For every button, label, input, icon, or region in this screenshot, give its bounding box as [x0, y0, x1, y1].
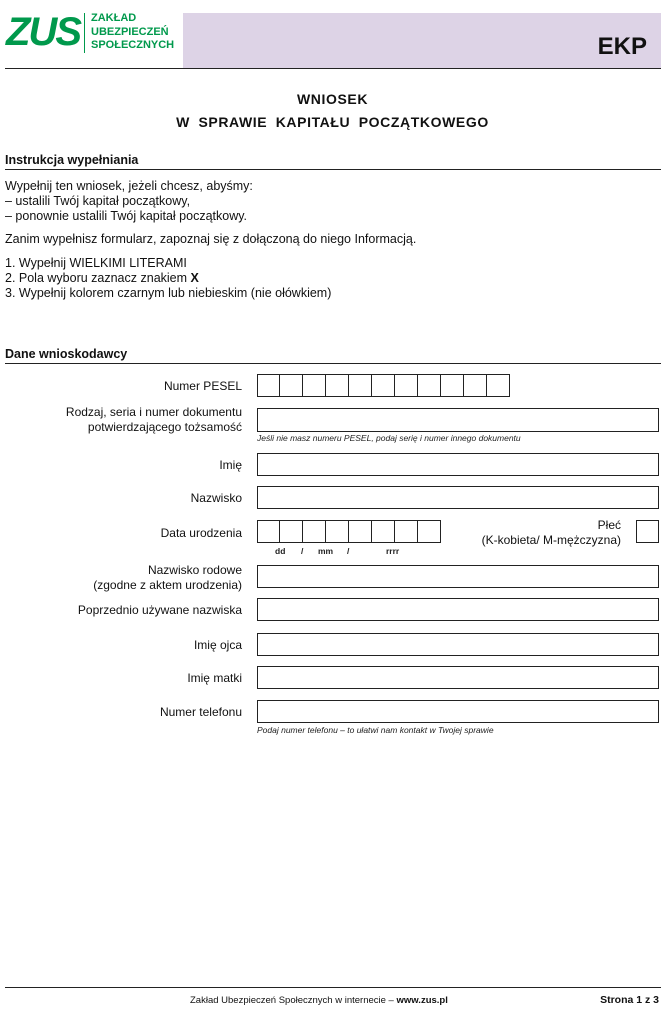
instructions-bullet-2: – ponownie ustalili Twój kapitał początkowy. — [5, 209, 248, 223]
phone-field[interactable] — [257, 700, 659, 723]
instructions-heading: Instrukcja wypełniania — [5, 153, 139, 167]
instructions-rule — [5, 169, 661, 170]
applicant-heading: Dane wnioskodawcy — [5, 347, 128, 361]
phone-label: Numer telefonu — [159, 705, 242, 719]
pesel-cell[interactable] — [349, 374, 372, 397]
page-number: Strona 1 z 3 — [600, 994, 659, 1006]
pesel-cell[interactable] — [418, 374, 441, 397]
form-title-line-2: W SPRAWIE KAPITAŁU POCZĄTKOWEGO — [176, 114, 489, 130]
birth-date-cell[interactable] — [418, 520, 441, 543]
id-document-label-line-2: potwierdzającego tożsamość — [87, 420, 242, 434]
first-name-label: Imię — [219, 458, 242, 472]
zus-logo-text — [91, 12, 191, 53]
logo-divider — [84, 13, 85, 53]
pesel-cell[interactable] — [441, 374, 464, 397]
header-rule — [5, 68, 661, 69]
id-document-hint: Jeśli nie masz numeru PESEL, podaj serię i numer innego dokumentu — [257, 433, 521, 443]
mother-name-label: Imię matki — [187, 671, 242, 685]
id-document-field[interactable] — [257, 408, 659, 432]
father-name-label: Imię ojca — [193, 638, 242, 652]
pesel-cell[interactable] — [372, 374, 395, 397]
birth-date-mm-hint: mm — [318, 546, 334, 556]
pesel-cell[interactable] — [464, 374, 487, 397]
sex-label — [482, 518, 621, 548]
birth-surname-field[interactable] — [257, 565, 659, 588]
birth-date-dd-hint: dd — [275, 546, 286, 556]
instructions-bullet-1: – ustalili Twój kapitał początkowy, — [5, 194, 191, 208]
birth-date-label: Data urodzenia — [160, 526, 242, 540]
footer-text-label: Zakład Ubezpieczeń Społecznych w internecie – — [190, 995, 397, 1006]
birth-date-sep-2: / — [347, 546, 350, 556]
instructions-step-2 — [5, 271, 199, 286]
birth-date-input[interactable] — [257, 520, 441, 543]
instructions-step-1: 1. Wypełnij WIELKIMI LITERAMI — [5, 256, 187, 270]
footer-text — [190, 995, 448, 1006]
first-name-field[interactable] — [257, 453, 659, 476]
previous-surnames-field[interactable] — [257, 598, 659, 621]
form-title-line-1: WNIOSEK — [296, 91, 369, 107]
instructions-step-2-mark: X — [190, 271, 199, 285]
birth-date-sep-1: / — [301, 546, 304, 556]
form-code: EKP — [597, 33, 647, 60]
birth-date-cell[interactable] — [326, 520, 349, 543]
last-name-label: Nazwisko — [190, 491, 242, 505]
pesel-input[interactable] — [257, 374, 510, 397]
pesel-cell[interactable] — [326, 374, 349, 397]
birth-date-cell[interactable] — [372, 520, 395, 543]
birth-date-cell[interactable] — [349, 520, 372, 543]
birth-date-yyyy-hint: rrrr — [386, 546, 400, 556]
logo-line-3: SPOŁECZNYCH — [91, 39, 175, 51]
birth-surname-label-line-1: Nazwisko rodowe — [147, 563, 242, 577]
birth-date-cell[interactable] — [303, 520, 326, 543]
id-document-label — [66, 405, 242, 435]
last-name-field[interactable] — [257, 486, 659, 509]
father-name-field[interactable] — [257, 633, 659, 656]
header-band — [183, 13, 661, 68]
logo-line-2: UBEZPIECZEŃ — [91, 25, 169, 38]
sex-label-line-2: (K-kobieta/ M-mężczyzna) — [481, 533, 621, 547]
birth-surname-label-line-2: (zgodne z aktem urodzenia) — [93, 578, 242, 592]
footer-link[interactable]: www.zus.pl — [396, 995, 448, 1006]
birth-date-cell[interactable] — [395, 520, 418, 543]
sex-field[interactable] — [636, 520, 659, 543]
pesel-label: Numer PESEL — [163, 379, 242, 393]
footer-rule — [5, 987, 661, 988]
pesel-cell[interactable] — [487, 374, 510, 397]
instructions-step-2-text: 2. Pola wyboru zaznacz znakiem — [5, 271, 191, 285]
pesel-cell[interactable] — [257, 374, 280, 397]
pesel-cell[interactable] — [280, 374, 303, 397]
mother-name-field[interactable] — [257, 666, 659, 689]
applicant-rule — [5, 363, 661, 364]
instructions-step-3: 3. Wypełnij kolorem czarnym lub niebieskim (nie ołówkiem) — [5, 286, 332, 300]
logo-line-1: ZAKŁAD — [91, 12, 137, 24]
pesel-cell[interactable] — [395, 374, 418, 397]
birth-date-cell[interactable] — [280, 520, 303, 543]
id-document-label-line-1: Rodzaj, seria i numer dokumentu — [65, 405, 242, 419]
zus-logo-mark: ZUS — [6, 10, 80, 54]
pesel-cell[interactable] — [303, 374, 326, 397]
birth-surname-label — [93, 563, 242, 593]
sex-label-line-1: Płeć — [597, 518, 621, 532]
phone-hint: Podaj numer telefonu – to ułatwi nam kontakt w Twojej sprawie — [257, 725, 494, 735]
birth-date-cell[interactable] — [257, 520, 280, 543]
instructions-intro: Wypełnij ten wniosek, jeżeli chcesz, abyśmy: — [5, 179, 253, 193]
instructions-note: Zanim wypełnisz formularz, zapoznaj się z dołączoną do niego Informacją. — [5, 232, 417, 246]
previous-surnames-label: Poprzednio używane nazwiska — [77, 603, 242, 617]
